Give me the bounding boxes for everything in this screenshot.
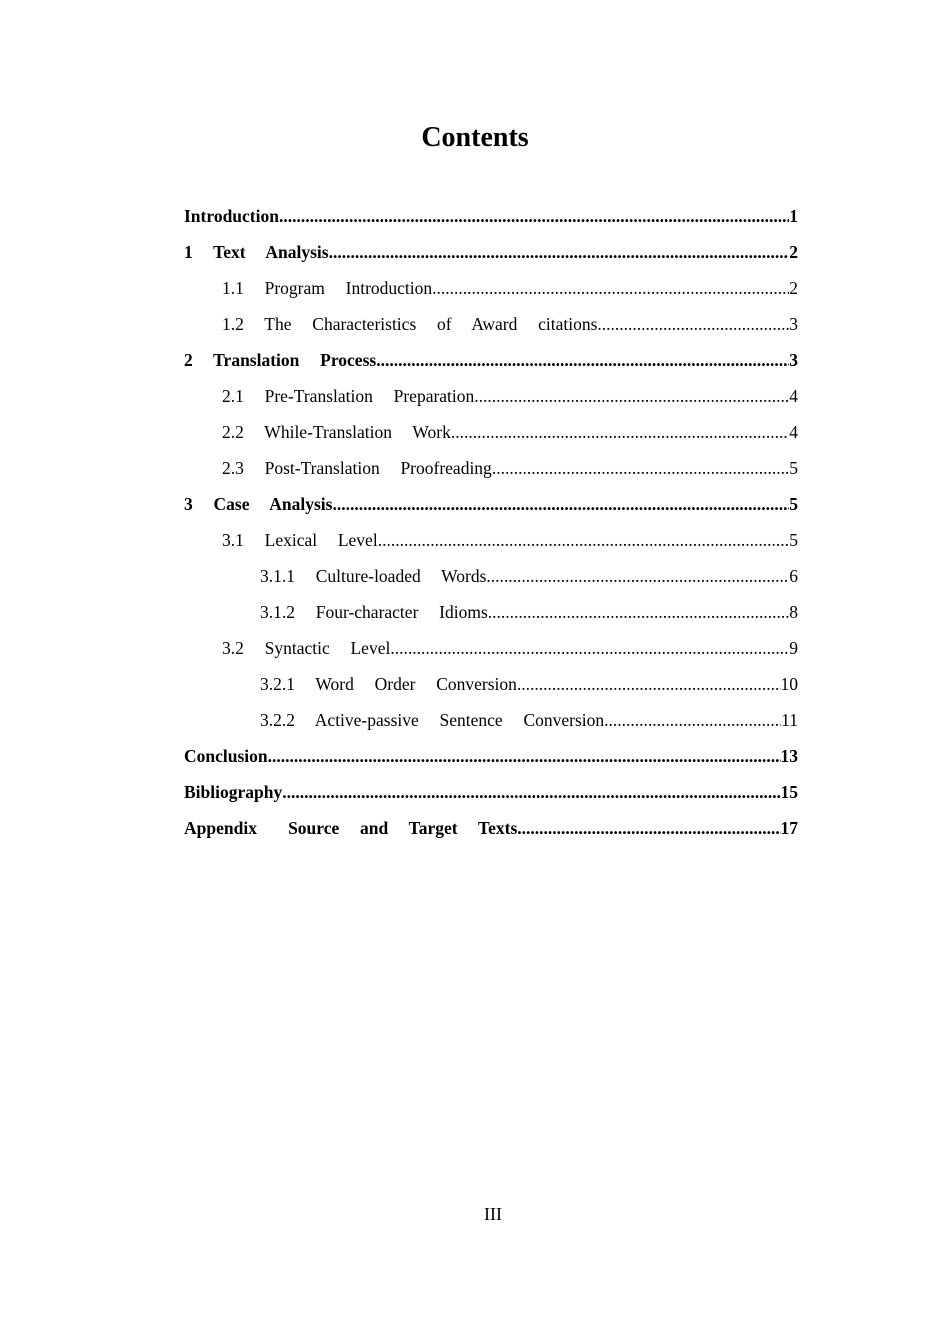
toc-entry-page: 5	[789, 530, 798, 550]
toc-entry-page: 8	[789, 602, 798, 622]
toc-entry-appendix[interactable]	[184, 810, 798, 846]
toc-dot-leader	[488, 594, 789, 630]
toc-dot-leader	[432, 270, 789, 306]
toc-entry-post-translation[interactable]	[184, 450, 798, 486]
toc-entry-page: 15	[780, 782, 798, 802]
toc-entry-label: Bibliography	[184, 782, 283, 802]
toc-entry-program-introduction[interactable]	[184, 270, 798, 306]
toc-dot-leader	[332, 486, 789, 522]
toc-entry-page: 13	[780, 746, 798, 766]
toc-entry-page: 2	[789, 242, 798, 262]
toc-entry-page: 4	[789, 386, 798, 406]
table-of-contents	[184, 198, 798, 846]
toc-dot-leader	[486, 558, 789, 594]
toc-entry-label: 3.1 Lexical Level	[222, 530, 378, 550]
toc-dot-leader	[282, 774, 780, 810]
toc-entry-lexical-level[interactable]	[184, 522, 798, 558]
toc-entry-label: Conclusion	[184, 746, 268, 766]
page-number: III	[484, 1204, 502, 1224]
toc-entry-label: 1 Text Analysis	[184, 242, 329, 262]
toc-entry-page: 3	[789, 314, 798, 334]
toc-dot-leader	[376, 342, 789, 378]
toc-entry-page: 1	[789, 206, 798, 226]
toc-entry-label: 1.2 The Characteristics of Award citations	[222, 314, 598, 334]
toc-entry-characteristics[interactable]	[184, 306, 798, 342]
toc-dot-leader	[279, 198, 789, 234]
toc-entry-label: 3.1.2 Four-character Idioms	[260, 602, 488, 622]
toc-entry-page: 5	[789, 458, 798, 478]
toc-entry-page: 3	[789, 350, 798, 370]
toc-entry-conclusion[interactable]	[184, 738, 798, 774]
toc-entry-page: 2	[789, 278, 798, 298]
toc-entry-label: 2 Translation Process	[184, 350, 377, 370]
toc-entry-label: Introduction	[184, 206, 279, 226]
toc-entry-page: 10	[780, 674, 798, 694]
toc-entry-page: 6	[789, 566, 798, 586]
toc-dot-leader	[492, 450, 789, 486]
toc-entry-label: 3.2.1 Word Order Conversion	[260, 674, 517, 694]
toc-dot-leader	[517, 666, 781, 702]
toc-entry-page: 4	[789, 422, 798, 442]
page-title: Contents	[421, 122, 529, 153]
toc-dot-leader	[517, 810, 780, 846]
toc-entry-page: 11	[781, 710, 798, 730]
toc-entry-pre-translation[interactable]	[184, 378, 798, 414]
toc-dot-leader	[604, 702, 781, 738]
toc-entry-label: 3 Case Analysis	[184, 494, 333, 514]
toc-entry-active-passive-conversion[interactable]	[184, 702, 798, 738]
toc-entry-page: 17	[780, 818, 798, 838]
toc-entry-text-analysis[interactable]	[184, 234, 798, 270]
toc-entry-label: 3.1.1 Culture-loaded Words	[260, 566, 487, 586]
toc-dot-leader	[390, 630, 789, 666]
toc-entry-while-translation[interactable]	[184, 414, 798, 450]
toc-entry-culture-loaded-words[interactable]	[184, 558, 798, 594]
toc-entry-label: 1.1 Program Introduction	[222, 278, 433, 298]
toc-entry-word-order-conversion[interactable]	[184, 666, 798, 702]
toc-entry-page: 9	[789, 638, 798, 658]
toc-entry-label: Appendix Source and Target Texts	[184, 818, 518, 838]
toc-entry-four-character-idioms[interactable]	[184, 594, 798, 630]
toc-entry-case-analysis[interactable]	[184, 486, 798, 522]
toc-dot-leader	[451, 414, 789, 450]
toc-entry-page: 5	[789, 494, 798, 514]
toc-dot-leader	[378, 522, 790, 558]
toc-dot-leader	[474, 378, 789, 414]
toc-entry-introduction[interactable]	[184, 198, 798, 234]
toc-entry-label: 2.3 Post-Translation Proofreading	[222, 458, 492, 478]
toc-entry-label: 2.2 While-Translation Work	[222, 422, 451, 442]
toc-dot-leader	[597, 306, 789, 342]
toc-entry-bibliography[interactable]	[184, 774, 798, 810]
toc-entry-label: 3.2 Syntactic Level	[222, 638, 391, 658]
toc-dot-leader	[329, 234, 790, 270]
toc-entry-label: 3.2.2 Active-passive Sentence Conversion	[260, 710, 605, 730]
toc-entry-label: 2.1 Pre-Translation Preparation	[222, 386, 475, 406]
toc-entry-syntactic-level[interactable]	[184, 630, 798, 666]
toc-dot-leader	[268, 738, 781, 774]
toc-entry-translation-process[interactable]	[184, 342, 798, 378]
